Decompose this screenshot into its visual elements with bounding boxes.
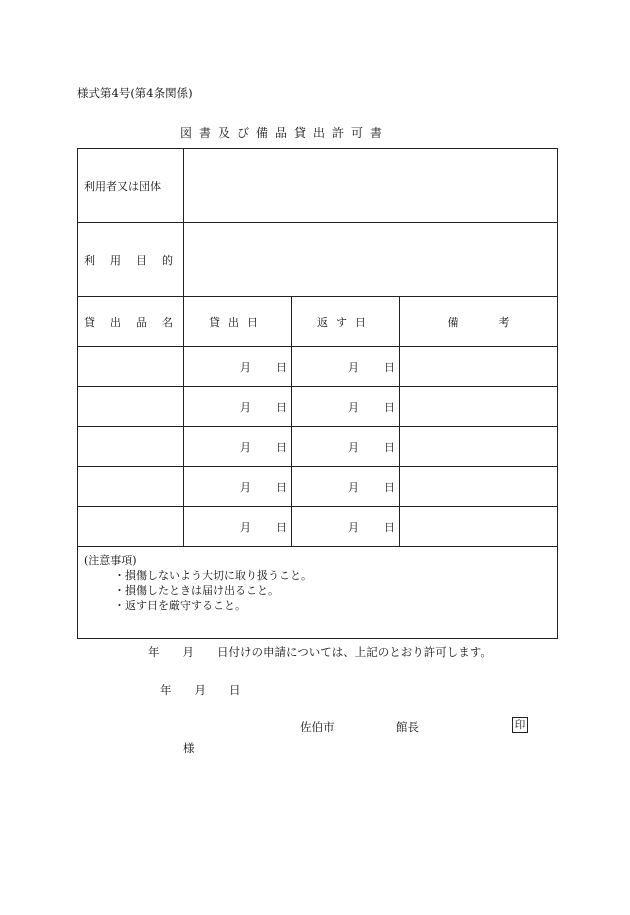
day-label: 日 bbox=[384, 440, 395, 454]
item-name-header: 貸出品名 bbox=[78, 297, 184, 347]
month-label: 月 bbox=[240, 400, 251, 414]
return-date-header: 返す日 bbox=[292, 297, 400, 347]
applicant-row bbox=[78, 149, 558, 223]
day-label: 日 bbox=[276, 480, 287, 494]
item-row bbox=[78, 387, 558, 427]
notes-heading: (注意事項) bbox=[84, 554, 137, 567]
day-label: 日 bbox=[276, 400, 287, 414]
applicant-field[interactable] bbox=[184, 149, 558, 223]
remarks-cell[interactable] bbox=[400, 507, 558, 547]
city-name: 佐伯市 bbox=[300, 720, 335, 734]
purpose-row bbox=[78, 223, 558, 297]
note-item: ・損傷したときは届け出ること。 bbox=[114, 584, 279, 597]
form-number: 様式第4号(第4条関係) bbox=[77, 86, 193, 100]
note-item: ・損傷しないよう大切に取り扱うこと。 bbox=[114, 569, 312, 582]
month-label: 月 bbox=[240, 480, 251, 494]
return-date-cell[interactable] bbox=[292, 387, 400, 427]
month-label: 月 bbox=[348, 520, 359, 534]
item-name-cell[interactable] bbox=[78, 347, 184, 387]
applicant-label: 利用者又は団体 bbox=[78, 149, 184, 223]
purpose-field[interactable] bbox=[184, 223, 558, 297]
document-title: 図書及び備品貸出許可書 bbox=[180, 126, 390, 140]
library-chief-title: 館長 bbox=[396, 720, 419, 734]
purpose-label: 利用目的 bbox=[78, 223, 184, 297]
item-name-cell[interactable] bbox=[78, 427, 184, 467]
day-label: 日 bbox=[276, 360, 287, 374]
loan-date-header: 貸出日 bbox=[184, 297, 292, 347]
day-label: 日 bbox=[384, 400, 395, 414]
month-label: 月 bbox=[348, 480, 359, 494]
day-label: 日 bbox=[384, 360, 395, 374]
day-label: 日 bbox=[384, 480, 395, 494]
note-item: ・返す日を厳守すること。 bbox=[114, 599, 246, 612]
remarks-header: 備考 bbox=[400, 297, 558, 347]
column-header-row bbox=[78, 297, 558, 347]
item-row bbox=[78, 507, 558, 547]
return-date-cell[interactable] bbox=[292, 507, 400, 547]
item-name-cell[interactable] bbox=[78, 507, 184, 547]
loan-date-cell[interactable] bbox=[184, 347, 292, 387]
month-label: 月 bbox=[240, 440, 251, 454]
loan-date-cell[interactable] bbox=[184, 387, 292, 427]
item-name-cell[interactable] bbox=[78, 467, 184, 507]
month-label: 月 bbox=[348, 360, 359, 374]
day-label: 日 bbox=[276, 440, 287, 454]
return-date-cell[interactable] bbox=[292, 467, 400, 507]
item-row bbox=[78, 347, 558, 387]
permit-statement: 年 月 日付けの申請については、上記のとおり許可します。 bbox=[148, 645, 492, 659]
month-label: 月 bbox=[348, 440, 359, 454]
notes-row bbox=[78, 547, 558, 639]
month-label: 月 bbox=[240, 520, 251, 534]
issue-date: 年 月 日 bbox=[160, 683, 241, 697]
loan-date-cell[interactable] bbox=[184, 507, 292, 547]
remarks-cell[interactable] bbox=[400, 347, 558, 387]
loan-date-cell[interactable] bbox=[184, 467, 292, 507]
loan-date-cell[interactable] bbox=[184, 427, 292, 467]
seal-mark: 印 bbox=[512, 717, 528, 733]
remarks-cell[interactable] bbox=[400, 467, 558, 507]
honorific: 様 bbox=[183, 741, 195, 755]
remarks-cell[interactable] bbox=[400, 387, 558, 427]
notes-section bbox=[78, 547, 558, 639]
month-label: 月 bbox=[348, 400, 359, 414]
month-label: 月 bbox=[240, 360, 251, 374]
item-name-cell[interactable] bbox=[78, 387, 184, 427]
item-row bbox=[78, 427, 558, 467]
item-row bbox=[78, 467, 558, 507]
loan-permit-table bbox=[77, 148, 558, 639]
remarks-cell[interactable] bbox=[400, 427, 558, 467]
return-date-cell[interactable] bbox=[292, 427, 400, 467]
return-date-cell[interactable] bbox=[292, 347, 400, 387]
day-label: 日 bbox=[276, 520, 287, 534]
day-label: 日 bbox=[384, 520, 395, 534]
